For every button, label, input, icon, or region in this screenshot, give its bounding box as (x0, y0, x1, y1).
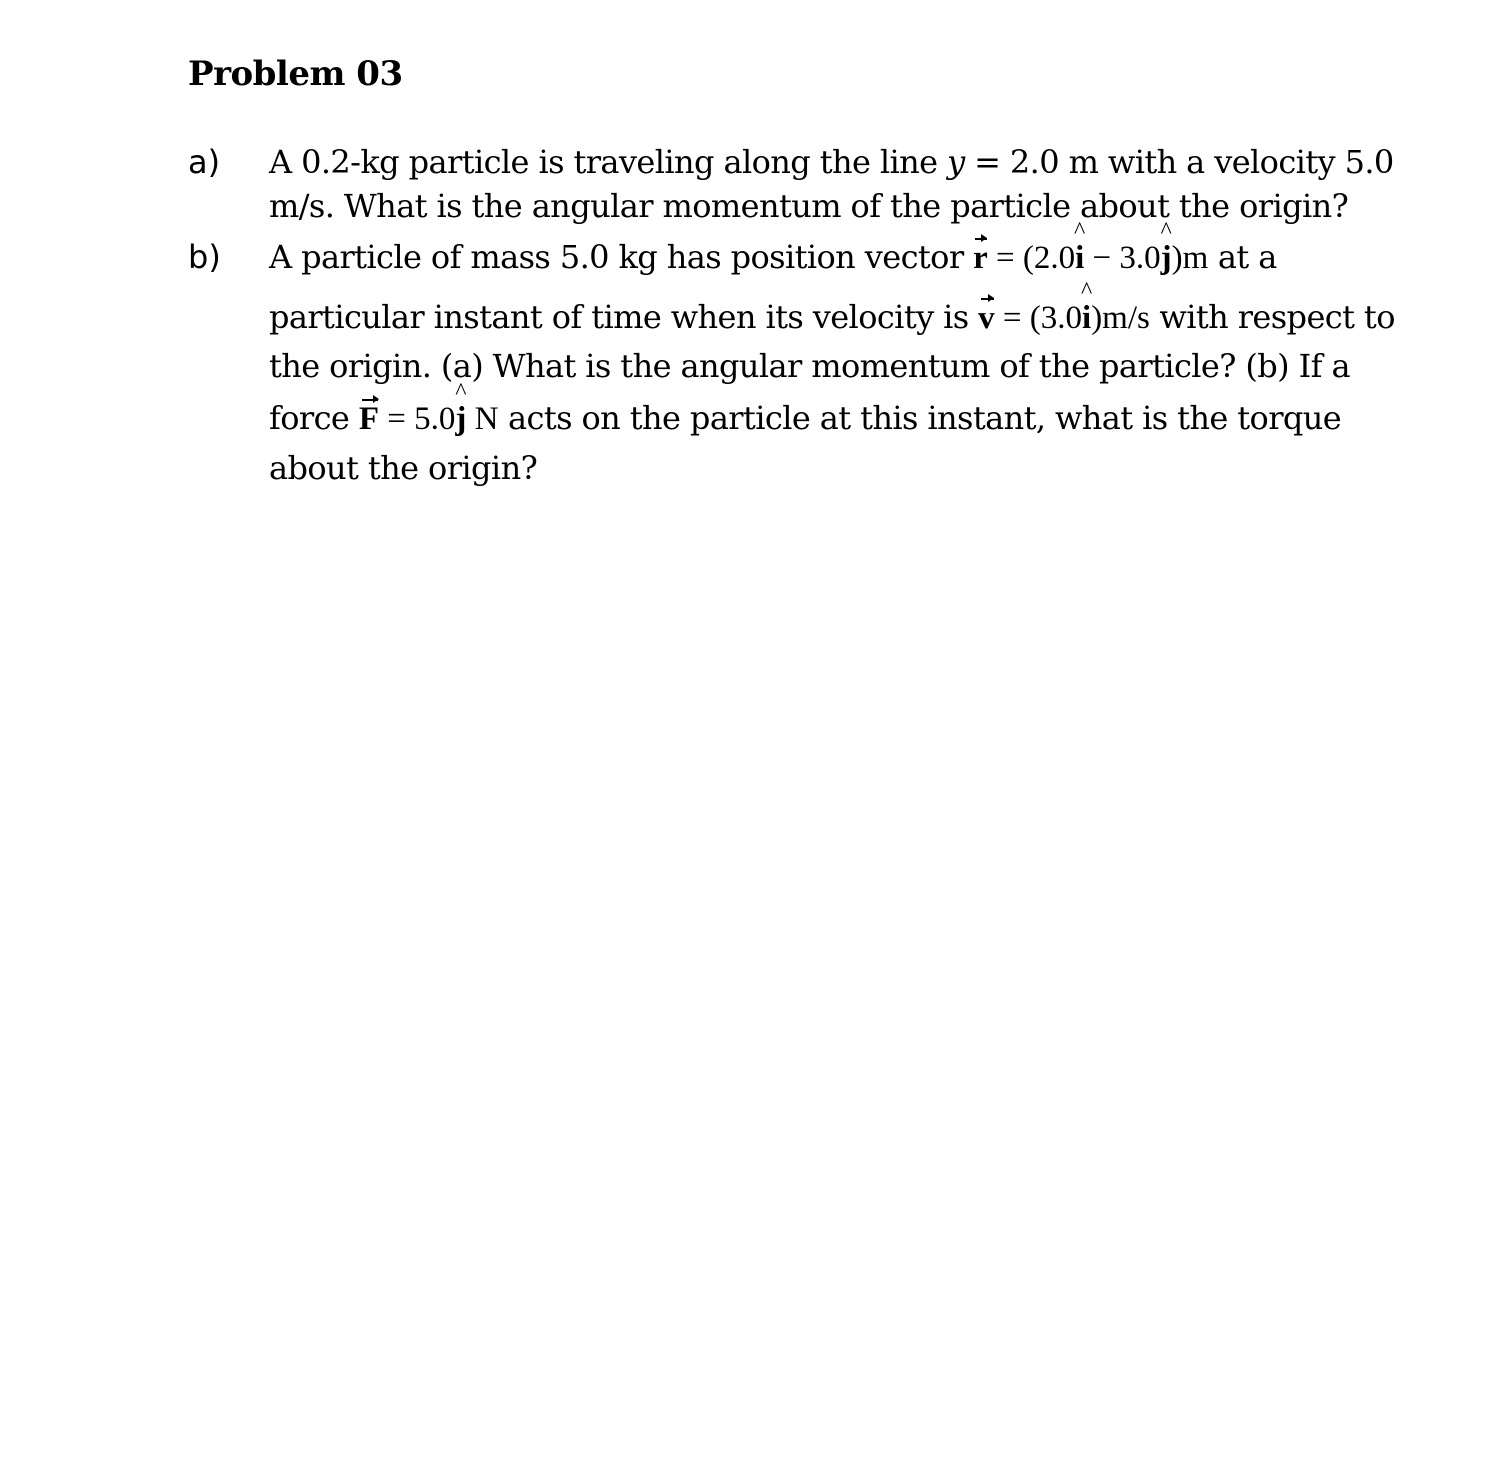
part-a-line-1 (269, 143, 1394, 181)
part-b-line-2 (269, 298, 1395, 337)
part-b-line-3: the origin. (a) What is the angular momentum of the particle? (b) If a (269, 347, 1350, 385)
part-b-line-1-end: at a (1208, 238, 1277, 276)
variable-y: y (947, 143, 965, 181)
part-a-line-2: m/s. What is the angular momentum of the particle about the origin? (269, 187, 1349, 225)
vector-F: F (358, 401, 380, 437)
v-eq-part-1: = (3.0 (994, 300, 1083, 336)
r-eq-part-3: )m (1171, 240, 1209, 276)
part-b-line-4-end: acts on the particle at this instant, what is the torque (498, 399, 1342, 437)
force-vector-equation (359, 401, 499, 437)
unit-vector-i: ^ i (1075, 240, 1084, 277)
vector-r: r (973, 240, 988, 276)
unit-vector-j: ^ j (1161, 240, 1172, 277)
F-eq-part-1: = 5.0 (379, 401, 456, 437)
part-b-line-1 (269, 238, 1277, 277)
F-eq-part-2: N (466, 401, 499, 437)
part-b-line-2-text: particular instant of time when its velocity is (269, 298, 979, 336)
problem-title: Problem 03 (188, 54, 403, 94)
part-a-label: a) (188, 143, 221, 181)
part-b-line-4 (269, 399, 1341, 438)
r-eq-part-2: − 3.0 (1084, 240, 1161, 276)
velocity-vector-equation (978, 300, 1150, 336)
unit-vector-j: ^ j (455, 401, 466, 438)
part-a-line-1-text: A 0.2-kg particle is traveling along the line (269, 143, 948, 181)
part-a-line-1-end: = 2.0 m with a velocity 5.0 (964, 143, 1394, 181)
part-b-line-1-text: A particle of mass 5.0 kg has position vector (269, 238, 974, 276)
part-b-line-4-text: force (269, 399, 359, 437)
v-eq-part-2: )m/s (1091, 300, 1150, 336)
position-vector-equation (973, 240, 1208, 276)
part-b-label: b) (188, 238, 221, 276)
unit-vector-i: ^ i (1082, 300, 1091, 337)
vector-v: v (978, 300, 995, 336)
part-b-line-5: about the origin? (269, 449, 538, 487)
part-b-line-2-end: with respect to (1149, 298, 1395, 336)
r-eq-part-1: = (2.0 (987, 240, 1076, 276)
